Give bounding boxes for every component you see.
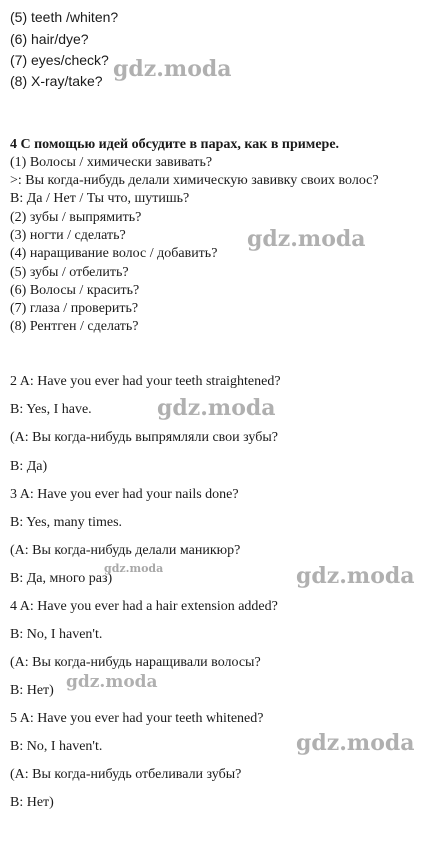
answer-line: B: Нет) xyxy=(10,683,54,698)
answer-line: 5 A: Have you ever had your teeth whitened? xyxy=(10,711,264,726)
answer-line: B: Да, много раз) xyxy=(10,571,113,586)
task-line: (8) Рентген / сделать? xyxy=(10,319,139,334)
answer-line: B: No, I haven't. xyxy=(10,739,103,754)
task-line: (1) Волосы / химически завивать? xyxy=(10,155,213,170)
answer-line: B: Yes, I have. xyxy=(10,402,92,417)
answer-line: B: Нет) xyxy=(10,795,54,810)
task-line: >: Вы когда-нибудь делали химическую завивку своих волос? xyxy=(10,173,379,188)
task-line: (2) зубы / выпрямить? xyxy=(10,210,142,225)
answer-line: B: No, I haven't. xyxy=(10,627,103,642)
task-line: (3) ногти / сделать? xyxy=(10,228,126,243)
answer-line: B: Yes, many times. xyxy=(10,515,123,530)
watermark: gdz.moda xyxy=(104,562,164,575)
task-line: В: Да / Нет / Ты что, шутишь? xyxy=(10,191,190,206)
answer-line: (A: Вы когда-нибудь отбеливали зубы? xyxy=(10,767,242,782)
answer-line: (A: Вы когда-нибудь наращивали волосы? xyxy=(10,655,261,670)
watermark: gdz.moda xyxy=(296,563,415,589)
answer-line: 3 A: Have you ever had your nails done? xyxy=(10,487,239,502)
prev-item-7: (7) eyes/check? xyxy=(10,52,109,68)
task-line: (7) глаза / проверить? xyxy=(10,301,139,316)
task-line: (5) зубы / отбелить? xyxy=(10,265,129,280)
watermark: gdz.moda xyxy=(113,56,232,82)
watermark: gdz.moda xyxy=(157,395,276,421)
watermark: gdz.moda xyxy=(66,672,158,692)
prev-item-6: (6) hair/dye? xyxy=(10,31,89,47)
answer-line: 2 A: Have you ever had your teeth straightened? xyxy=(10,374,281,389)
answer-line: (A: Вы когда-нибудь выпрямляли свои зубы? xyxy=(10,430,278,445)
task-line: (4) наращивание волос / добавить? xyxy=(10,246,218,261)
task-line: (6) Волосы / красить? xyxy=(10,283,140,298)
answer-line: 4 A: Have you ever had a hair extension added? xyxy=(10,599,278,614)
task-heading: 4 С помощью идей обсудите в парах, как в примере. xyxy=(10,137,340,152)
watermark: gdz.moda xyxy=(247,226,366,252)
prev-item-8: (8) X-ray/take? xyxy=(10,73,103,89)
watermark: gdz.moda xyxy=(296,730,415,756)
answer-line: B: Да) xyxy=(10,459,48,474)
answer-line: (A: Вы когда-нибудь делали маникюр? xyxy=(10,543,241,558)
prev-item-5: (5) teeth /whiten? xyxy=(10,9,119,25)
